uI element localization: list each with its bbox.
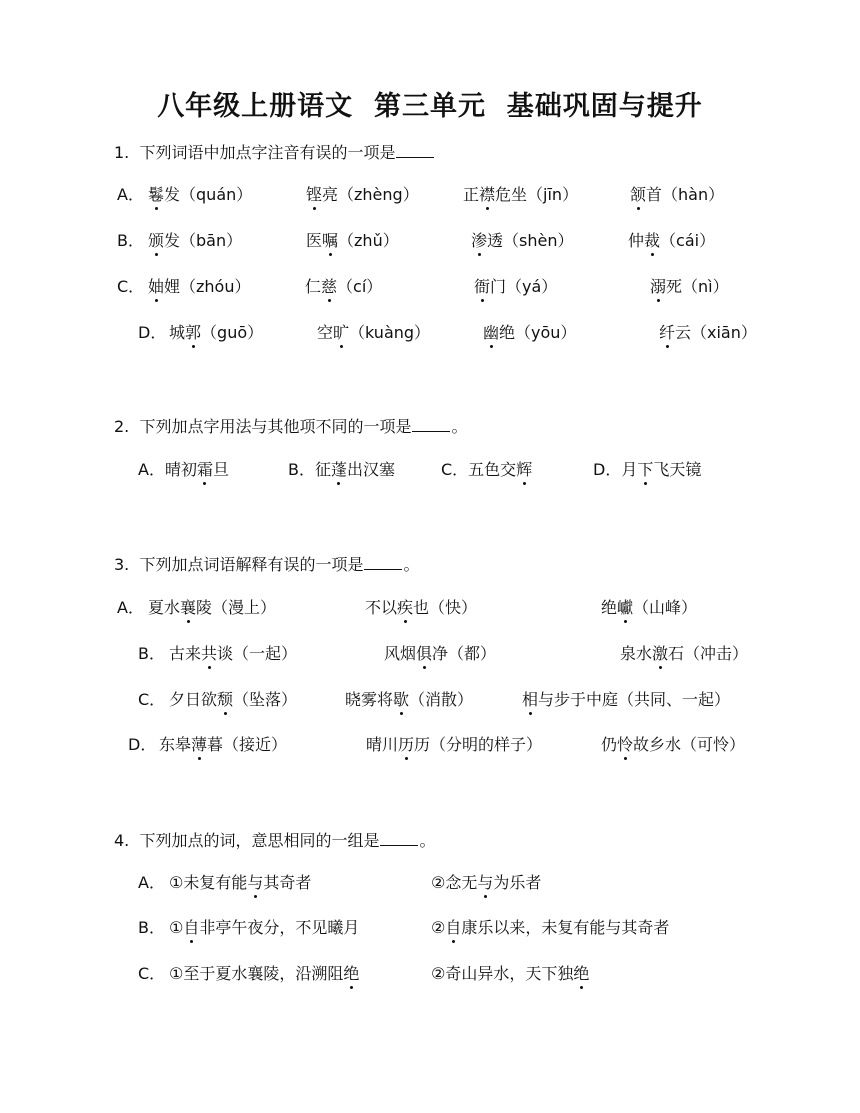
question-number: 2. [114, 417, 130, 436]
question-4-stem: 4. 下列加点的词，意思相同的一组是 。 [114, 831, 436, 850]
q1-c-item: 妯娌（zhóu） [148, 274, 251, 297]
answer-blank[interactable] [412, 417, 450, 432]
dotted-char: 俱 [416, 641, 432, 664]
dotted-char: 幽 [483, 320, 499, 343]
question-number: 3. [114, 555, 130, 574]
dotted-char: 襟 [479, 182, 495, 205]
option-label: D． [128, 735, 157, 754]
dotted-char: 霜 [197, 457, 213, 480]
q1-d-item: 纤云（xiān） [659, 320, 757, 343]
q3-option-b[interactable] [138, 641, 165, 664]
dotted-char: 溺 [650, 274, 666, 297]
dotted-char: 疾 [397, 595, 413, 618]
option-label: D． [138, 323, 167, 342]
dotted-char: 绝 [573, 961, 589, 984]
q3-option-c[interactable] [138, 687, 165, 710]
q4-option-c[interactable] [138, 961, 165, 984]
option-label: C． [117, 277, 145, 296]
q1-c-item: 衙门（yá） [474, 274, 557, 297]
q4-b-item: ①自非亭午夜分，不见曦月 [169, 915, 359, 938]
dotted-char: 与 [477, 870, 493, 893]
answer-blank[interactable] [364, 555, 402, 570]
q3-d-item: 仍怜故乡水（可怜） [601, 732, 745, 755]
dotted-char: 襄 [180, 595, 196, 618]
dotted-char: 自 [183, 915, 199, 938]
q3-b-item: 泉水激石（冲击） [620, 641, 748, 664]
q2-option-d[interactable]: D．月下飞天镜 [593, 457, 701, 480]
dotted-char: 衙 [474, 274, 490, 297]
question-text: 下列词语中加点字注音有误的一项是 [139, 143, 396, 162]
q3-c-item: 相与步于中庭（共同、一起） [522, 687, 730, 710]
page-title: 八年级上册语文 第三单元 基础巩固与提升 [157, 91, 703, 122]
q2-option-b[interactable]: B．征蓬出汉塞 [288, 457, 395, 480]
dotted-char: 嘱 [322, 228, 338, 251]
dotted-char: 颁 [148, 228, 164, 251]
q1-option-c[interactable] [117, 274, 144, 297]
q4-c-item: ①至于夏水襄陵，沿溯阻绝 [169, 961, 359, 984]
question-number: 1. [114, 143, 130, 162]
q1-d-item: 幽绝（yōu） [483, 320, 576, 343]
dotted-char: 颓 [217, 687, 233, 710]
q3-b-item: 古来共谈（一起） [169, 641, 297, 664]
q2-option-c[interactable]: C．五色交辉 [441, 457, 532, 480]
q4-option-a[interactable] [138, 870, 165, 893]
dotted-char: 妯 [148, 274, 164, 297]
option-label: C． [138, 690, 166, 709]
q1-a-item: 正襟危坐（jīn） [463, 182, 578, 205]
q4-c-item: ②奇山异水，天下独绝 [431, 961, 589, 984]
answer-blank[interactable] [396, 143, 434, 158]
option-label: A． [117, 598, 144, 617]
dotted-char: 激 [652, 641, 668, 664]
question-text: 下列加点字用法与其他项不同的一项是 [139, 417, 412, 436]
option-label: A． [117, 185, 144, 204]
dotted-char: 与 [247, 870, 263, 893]
q3-b-item: 风烟俱净（都） [384, 641, 496, 664]
dotted-char: 自 [445, 915, 461, 938]
q1-c-item: 仁慈（cí） [305, 274, 382, 297]
answer-blank[interactable] [380, 831, 418, 846]
option-label: C． [138, 964, 166, 983]
q3-c-item: 夕日欲颓（坠落） [169, 687, 297, 710]
q3-option-a[interactable] [117, 595, 144, 618]
q1-a-item: 铿亮（zhèng） [306, 182, 419, 205]
dotted-char: 薄 [191, 732, 207, 755]
dotted-char: 裁 [644, 228, 660, 251]
q3-option-d[interactable] [128, 732, 156, 755]
q1-b-item: 渗透（shèn） [471, 228, 573, 251]
option-label: B． [138, 918, 165, 937]
question-number: 4. [114, 831, 130, 850]
q3-d-item: 东皋薄暮（接近） [159, 732, 287, 755]
q1-option-d[interactable] [138, 320, 166, 343]
option-label: B． [138, 644, 165, 663]
q1-b-item: 仲裁（cái） [628, 228, 715, 251]
q1-c-item: 溺死（nì） [650, 274, 729, 297]
dotted-char: 郭 [185, 320, 201, 343]
q4-a-item: ①未复有能与其奇者 [169, 870, 311, 893]
dotted-char: 慈 [321, 274, 337, 297]
dotted-char: 渗 [471, 228, 487, 251]
dotted-char: 鬈 [148, 182, 164, 205]
question-text: 下列加点的词，意思相同的一组是 [139, 831, 380, 850]
dotted-char: 历 [398, 732, 414, 755]
q4-a-item: ②念无与为乐者 [431, 870, 541, 893]
q3-c-item: 晓雾将歇（消散） [345, 687, 473, 710]
option-label: A． [138, 873, 165, 892]
dotted-char: 绝 [343, 961, 359, 984]
q1-d-item: 空旷（kuàng） [317, 320, 430, 343]
question-2-stem: 2. 下列加点字用法与其他项不同的一项是 。 [114, 417, 468, 436]
q1-a-item: 鬈发（quán） [148, 182, 252, 205]
q1-d-item: 城郭（guō） [169, 320, 263, 343]
q3-a-item: 夏水襄陵（漫上） [148, 595, 276, 618]
dotted-char: 巘 [617, 595, 633, 618]
q3-a-item: 不以疾也（快） [365, 595, 477, 618]
q1-option-b[interactable] [117, 228, 144, 251]
q1-a-item: 颔首（hàn） [630, 182, 724, 205]
q4-b-item: ②自康乐以来，未复有能与其奇者 [431, 915, 669, 938]
dotted-char: 辉 [516, 457, 532, 480]
question-text: 下列加点词语解释有误的一项是 [139, 555, 364, 574]
q2-option-a[interactable]: A．晴初霜旦 [138, 457, 229, 480]
dotted-char: 颔 [630, 182, 646, 205]
question-3-stem: 3. 下列加点词语解释有误的一项是 。 [114, 555, 420, 574]
q3-d-item: 晴川历历（分明的样子） [366, 732, 542, 755]
dotted-char: 共 [201, 641, 217, 664]
dotted-char: 下 [637, 457, 653, 480]
q1-b-item: 颁发（bān） [148, 228, 242, 251]
dotted-char: 歇 [393, 687, 409, 710]
dotted-char: 蓬 [331, 457, 347, 480]
dotted-char: 相 [522, 687, 538, 710]
dotted-char: 纤 [659, 320, 675, 343]
option-label: B． [117, 231, 144, 250]
q3-a-item: 绝巘（山峰） [601, 595, 697, 618]
dotted-char: 铿 [306, 182, 322, 205]
question-1-stem [114, 140, 435, 163]
q4-option-b[interactable] [138, 915, 165, 938]
dotted-char: 旷 [333, 320, 349, 343]
q1-b-item: 医嘱（zhǔ） [306, 228, 399, 251]
q1-option-a[interactable] [117, 182, 144, 205]
dotted-char: 怜 [617, 732, 633, 755]
